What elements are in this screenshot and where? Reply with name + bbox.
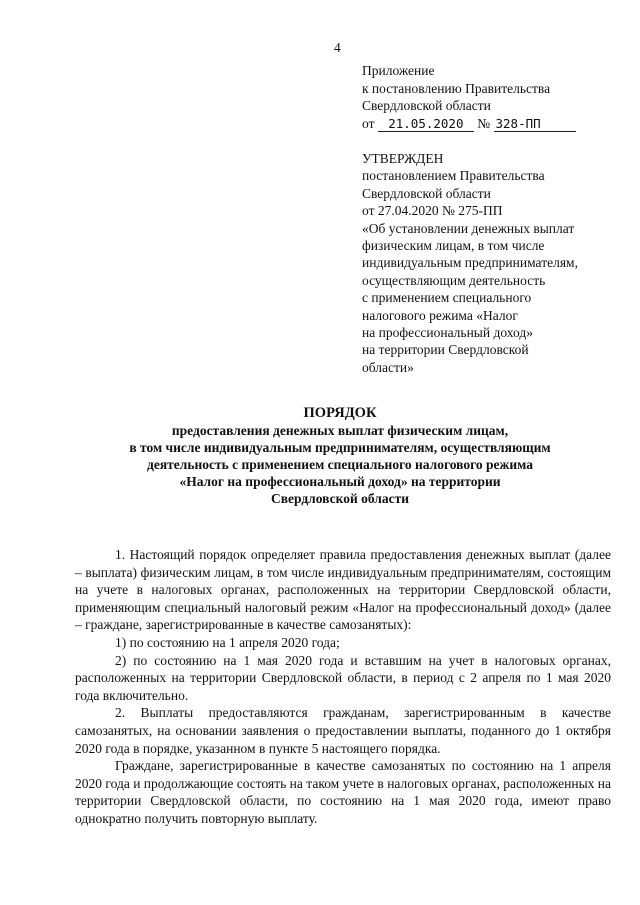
title-line: в том числе индивидуальным предпринимателям, осуществляющим [129,440,551,455]
body-paragraph: 2. Выплаты предоставляются гражданам, зарегистрированным в качестве самозанятых, на основании заявления о предоставлении выплаты, поданного до 1 октября 2020 года в порядке, указанном в пункте 5 настоящего порядка. [75,705,611,756]
date-value: 21.05.2020 [378,117,474,132]
approved-line: с применением специального [362,290,532,306]
appendix-date-line [362,115,576,133]
approved-line: индивидуальным предпринимателям, [362,255,578,271]
number-value: 328-ПП [494,117,576,132]
appendix-block [362,62,576,132]
approved-line: осуществляющим деятельность [362,272,546,288]
approved-line: УТВЕРЖДЕН [362,151,444,166]
date-prefix: от [362,115,375,131]
approved-line: на профессиональный доход» [362,325,533,341]
approved-line: области» [362,359,414,375]
appendix-line-2: к постановлению Правительства [362,80,551,96]
appendix-line-3: Свердловской области [362,98,491,113]
approved-line: от 27.04.2020 № 275-ПП [362,203,503,219]
body-paragraph: Граждане, зарегистрированные в качестве самозанятых по состоянию на 1 апреля 2020 года и продолжающие состоять на таком учете в налоговых органах, расположенных на территории Свердловской области, по состоянию на 1 мая 2020 года, имеют право однократно получить повторную выплату. [75,758,611,826]
page-number: 4 [334,40,341,55]
title-line: Свердловской области [270,491,410,506]
approved-line: «Об установлении денежных выплат [362,220,575,236]
number-prefix: № [477,115,491,131]
appendix-line-1: Приложение [362,63,435,78]
title-line: предоставления денежных выплат физическим лицам, [171,423,509,438]
body-paragraph: 2) по состоянию на 1 мая 2020 года и вставшим на учет в налоговых органах, расположенных на территории Свердловской области, в период с 2 апреля по 1 мая 2020 года включительно. [75,652,611,703]
approved-line: физическим лицам, в том числе [362,238,545,254]
document-body [75,546,611,828]
body-paragraph: 1. Настоящий порядок определяет правила предоставления денежных выплат (далее – выплата) физическим лицам, в том числе индивидуальным предпринимателям, состоящим на учете в налоговых органах, расположенных на территории Свердловской области, применяющим специальный налоговый режим «Налог на профессиональный доход» (далее – граждане, зарегистрированные в качестве самозанятых): [75,547,611,633]
title-heading: ПОРЯДОК [303,405,377,421]
document-title [60,405,620,507]
title-line: деятельность с применением специального налогового режима [147,457,533,472]
body-paragraph: 1) по состоянию на 1 апреля 2020 года; [115,634,340,650]
approved-line: Свердловской области [362,185,491,201]
approved-line: налогового режима «Налог [362,307,518,323]
approval-block [362,150,622,376]
title-line: «Налог на профессиональный доход» на территории [179,474,501,489]
approved-line: постановлением Правительства [362,168,545,184]
approved-line: на территории Свердловской [362,342,529,358]
